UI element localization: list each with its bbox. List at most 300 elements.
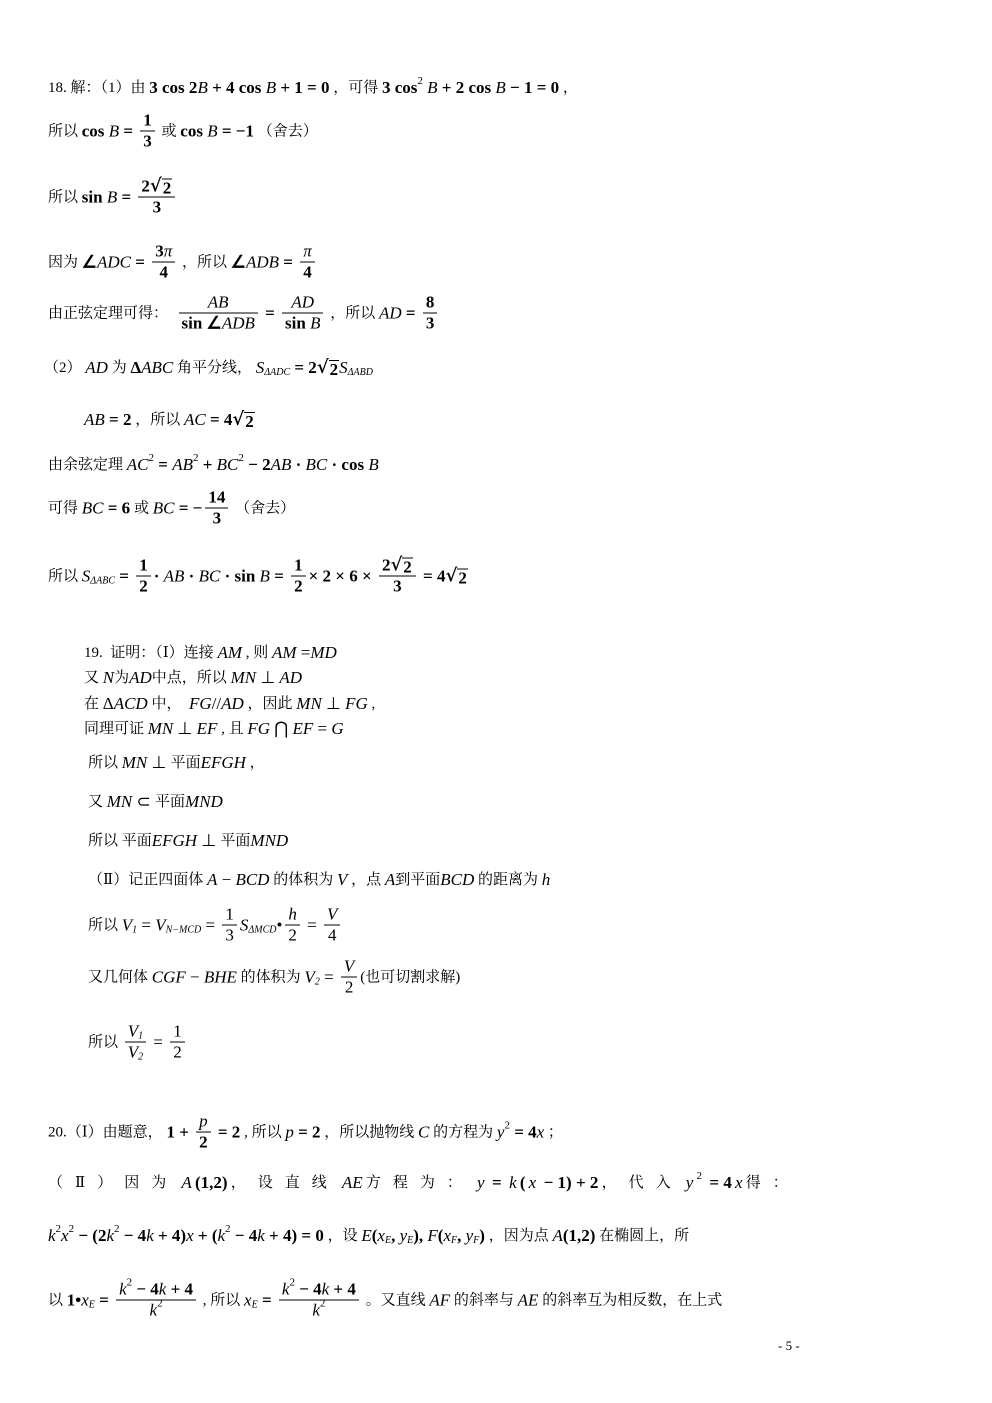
fraction-denominator	[300, 263, 315, 283]
text: 所以	[88, 917, 122, 933]
text: （Ⅱ）因为	[48, 1175, 179, 1191]
math-symbols: ,	[457, 1226, 466, 1245]
fraction-denominator	[138, 198, 175, 218]
math-symbols: + 4	[166, 1279, 194, 1299]
math-variable: MND	[250, 831, 289, 850]
math-symbols: //	[211, 694, 222, 713]
math-symbols: = 6	[103, 498, 131, 517]
math-variable: AD	[379, 303, 402, 322]
subscript: E	[251, 1299, 258, 1310]
subscript: E	[88, 1299, 95, 1310]
fraction	[205, 488, 228, 529]
math-symbols: = 2	[290, 358, 317, 377]
math-variable: k	[48, 1226, 56, 1245]
math-symbols: =	[137, 915, 156, 934]
math-symbols: •	[276, 915, 283, 934]
text: 得：	[745, 1175, 800, 1191]
solution-19-line-8	[88, 870, 550, 890]
math-variable: AD	[221, 694, 244, 713]
solution-18-line-3	[48, 177, 178, 218]
math-symbols: =	[313, 719, 332, 738]
fraction-denominator	[379, 577, 416, 597]
text: 为	[114, 670, 130, 686]
solution-18-line-9	[48, 488, 295, 529]
math-variable: p	[199, 1111, 208, 1131]
math-variable: k	[509, 1173, 517, 1192]
fraction-denominator	[279, 1297, 359, 1321]
square-root	[232, 410, 254, 430]
math-variable: AD	[279, 668, 303, 687]
text: 。又直线	[361, 1292, 430, 1308]
math-symbols: (	[371, 1226, 378, 1245]
math-variable: BCD	[235, 870, 270, 889]
math-variable: k	[281, 1279, 290, 1299]
math-variable: MN	[121, 753, 148, 772]
math-symbols: + 4) = 0	[264, 1226, 324, 1245]
superscript: 2	[192, 452, 199, 464]
math-variable: A	[384, 870, 396, 889]
math-variable: EF	[292, 719, 314, 738]
subscript: E	[384, 1235, 392, 1246]
math-variable: MN	[147, 719, 174, 738]
text: ，可得	[329, 80, 382, 96]
math-variable: π	[303, 241, 312, 261]
subscript: ΔADC	[264, 367, 291, 378]
text: 或	[157, 123, 181, 139]
math-symbols: 1	[225, 904, 234, 924]
math-symbols: ⊥	[256, 668, 280, 687]
fraction-denominator	[116, 1297, 196, 1321]
fraction-numerator	[279, 1276, 359, 1301]
math-variable: CGF	[151, 967, 186, 986]
subscript: F	[451, 1235, 458, 1246]
math-symbols: = 4	[705, 1173, 732, 1192]
square-root	[445, 566, 467, 586]
math-variable: AB	[270, 455, 292, 474]
math-variable: FG	[188, 694, 212, 713]
math-variable: FG	[345, 694, 368, 713]
fraction	[116, 1276, 196, 1321]
text: 的距离为	[474, 872, 542, 888]
text: ，所以	[326, 305, 379, 321]
math-symbols: 1	[139, 555, 148, 575]
math-symbols: cos	[180, 121, 208, 140]
math-variable: G	[331, 719, 344, 738]
math-variable: x	[81, 1290, 89, 1309]
math-symbols: sin ∠	[181, 313, 222, 333]
math-symbols: ∠	[81, 252, 98, 271]
subscript: 2	[138, 1051, 144, 1063]
math-symbols: − 2	[243, 455, 271, 474]
math-variable: MN	[106, 792, 133, 811]
math-variable: h	[541, 870, 551, 889]
text: 同理可证	[84, 721, 148, 737]
math-symbols: =	[279, 252, 298, 271]
fraction	[179, 293, 258, 334]
solution-19-line-2	[84, 668, 302, 688]
math-variable: MD	[310, 643, 337, 662]
math-symbols: ⊥	[321, 694, 346, 713]
solution-19-line-9	[88, 905, 343, 946]
math-symbols: =	[269, 566, 289, 585]
text: 为	[107, 360, 131, 376]
fraction	[125, 1022, 146, 1063]
math-variable: AM	[272, 643, 297, 662]
text: 所以	[88, 1034, 122, 1050]
fraction	[152, 242, 175, 283]
math-symbols: 3	[143, 131, 152, 151]
math-variable: y	[477, 1173, 485, 1192]
math-variable: V	[127, 1021, 139, 1041]
math-variable: B	[207, 121, 218, 140]
math-symbols: =	[302, 915, 322, 934]
page-number: - 5 -	[778, 1338, 800, 1353]
math-variable: ACD	[113, 694, 148, 713]
superscript: 2	[417, 75, 423, 87]
text: 角平分线，	[173, 360, 256, 376]
math-symbols: ,	[391, 1226, 400, 1245]
subscript: 2	[314, 976, 320, 987]
superscript: 2	[68, 1223, 75, 1235]
subscript: 1	[138, 1030, 144, 1042]
math-variable: AM	[217, 643, 242, 662]
math-symbols: 3	[393, 576, 402, 596]
math-variable: V	[343, 956, 355, 976]
math-variable: AB	[84, 410, 105, 429]
math-symbols: − 1 = 0	[505, 78, 560, 97]
solution-20-line-2	[48, 1170, 800, 1193]
superscript: 2	[238, 452, 244, 464]
math-symbols: 3	[225, 925, 234, 945]
math-variable: E	[361, 1226, 372, 1245]
fraction	[279, 1276, 359, 1321]
math-variable: V	[304, 967, 315, 986]
math-variable: ADC	[97, 252, 132, 271]
math-symbols: = 4	[418, 566, 446, 585]
text: 到平面	[395, 872, 441, 888]
text: 或	[130, 500, 153, 516]
subscript: N−MCD	[165, 924, 202, 935]
text: ，因为点	[484, 1228, 553, 1244]
math-variable: V	[327, 904, 338, 924]
math-symbols: + 2 cos	[437, 78, 496, 97]
fraction	[341, 957, 357, 998]
text: ,	[367, 696, 376, 712]
math-variable: ADB	[221, 313, 255, 333]
math-symbols: (1,2)	[562, 1226, 596, 1245]
math-symbols: = −	[174, 498, 203, 517]
math-symbols: ⋂	[270, 719, 293, 738]
text: ，点	[347, 872, 385, 888]
math-variable: AE	[517, 1290, 539, 1309]
text: 所以	[48, 568, 82, 584]
math-symbols: + 1 = 0	[276, 78, 330, 97]
math-variable: BC	[305, 455, 328, 474]
math-variable: AB	[163, 566, 185, 585]
math-symbols: − 1) + 2	[539, 1173, 599, 1192]
text: 方程为：	[365, 1175, 474, 1191]
text: ，所以抛物线	[320, 1124, 419, 1140]
math-variable: MND	[185, 792, 223, 811]
math-variable: AD	[129, 668, 152, 687]
fraction-denominator	[205, 509, 228, 529]
math-symbols: (	[519, 1173, 526, 1192]
fraction	[285, 905, 300, 946]
math-symbols: −	[217, 870, 236, 889]
math-symbols: ·	[153, 566, 164, 585]
math-variable: x	[735, 1173, 743, 1192]
math-variable: x	[186, 1226, 194, 1245]
radical-sign	[232, 410, 244, 430]
text: 平面	[220, 833, 251, 849]
square-root	[150, 177, 172, 197]
math-variable: S	[239, 915, 249, 934]
subscript: ΔABD	[347, 367, 373, 378]
math-symbols: =	[119, 121, 138, 140]
math-variable: C	[418, 1122, 430, 1141]
text: (也可切割求解)	[360, 969, 461, 985]
fraction-denominator	[152, 263, 175, 283]
math-symbols: Δ	[130, 358, 142, 377]
math-variable: MN	[230, 668, 257, 687]
math-symbols: sin	[81, 187, 107, 206]
superscript: 2	[148, 452, 154, 464]
fraction	[300, 242, 315, 283]
math-symbols: + (	[193, 1226, 218, 1245]
solution-18-line-1	[48, 75, 578, 98]
math-symbols: =	[401, 303, 420, 322]
math-variable: y	[685, 1173, 694, 1192]
math-symbols: = 4	[509, 1122, 537, 1141]
math-symbols: 3	[155, 241, 164, 261]
text: 20.（Ⅰ）由题意，	[48, 1124, 167, 1140]
math-symbols: − 4	[132, 1279, 159, 1299]
text: 18. 解：（1）由	[48, 80, 150, 96]
text: （Ⅱ）记正四面体	[88, 872, 207, 888]
fraction	[140, 111, 155, 152]
math-variable: x	[536, 1122, 545, 1141]
math-symbols: =	[115, 566, 134, 585]
math-symbols: 1 +	[166, 1122, 194, 1141]
math-variable: A	[181, 1173, 192, 1192]
math-symbols: ·	[184, 566, 199, 585]
fraction	[196, 1112, 211, 1153]
math-variable: B	[265, 78, 277, 97]
fraction-denominator	[423, 314, 438, 334]
superscript: 2	[55, 1223, 62, 1235]
fraction-numerator	[379, 556, 416, 577]
math-variable: ABC	[141, 358, 174, 377]
math-variable: S	[81, 566, 91, 585]
math-symbols: 8	[425, 292, 435, 312]
text: 19. 证明：（Ⅰ）连接	[84, 645, 218, 661]
solution-19-line-7	[88, 831, 288, 851]
fraction	[379, 556, 416, 597]
text: 可得	[48, 500, 82, 516]
math-symbols: 1	[173, 1021, 182, 1041]
fraction-numerator	[205, 488, 228, 509]
fraction-numerator	[291, 556, 306, 577]
fraction	[291, 556, 306, 597]
text: 的体积为	[269, 872, 337, 888]
fraction	[324, 905, 340, 946]
subscript: F	[473, 1235, 480, 1246]
math-symbols: =	[201, 915, 220, 934]
solution-20-line-3	[48, 1223, 690, 1246]
math-symbols: =	[117, 187, 136, 206]
fraction-denominator	[324, 926, 340, 946]
math-variable: B	[495, 78, 506, 97]
fraction-numerator	[179, 293, 258, 314]
radicand: 2	[329, 360, 339, 379]
math-variable: AB	[172, 455, 193, 474]
superscript: 2	[225, 1223, 231, 1235]
fraction	[222, 905, 237, 946]
text: 所以	[48, 189, 82, 205]
math-variable: B	[310, 313, 321, 333]
math-variable: A	[552, 1226, 563, 1245]
math-symbols: 14	[208, 487, 226, 507]
math-symbols: ⊂	[132, 792, 156, 811]
radicand: 2	[403, 557, 412, 577]
text: 在	[84, 696, 103, 712]
math-variable: k	[312, 1300, 320, 1320]
solution-18-line-7	[84, 410, 255, 430]
math-variable: B	[106, 187, 118, 206]
math-variable: BC	[216, 455, 239, 474]
math-symbols: (1,2)	[194, 1173, 228, 1192]
superscript: 2	[696, 1170, 702, 1182]
math-symbols: =	[260, 303, 280, 322]
solution-18-line-5	[48, 293, 440, 334]
math-variable: B	[108, 121, 120, 140]
math-variable: F	[427, 1226, 438, 1245]
math-variable: EF	[196, 719, 218, 738]
math-variable: BCD	[440, 870, 475, 889]
math-symbols: + 4)	[153, 1226, 187, 1245]
math-symbols: ),	[413, 1226, 428, 1245]
math-variable: x	[528, 1173, 537, 1192]
superscript: 2	[114, 1223, 120, 1235]
solution-18-line-2	[48, 111, 318, 152]
superscript: 2	[289, 1276, 295, 1289]
math-symbols: =	[487, 1173, 506, 1192]
text: ，设直线	[230, 1175, 339, 1191]
radicand: 2	[458, 568, 467, 587]
fraction-numerator	[170, 1022, 185, 1043]
math-variable: EFGH	[200, 753, 246, 772]
math-symbols: 2	[173, 1042, 182, 1062]
math-symbols: 2	[344, 977, 354, 997]
math-symbols: 3	[152, 197, 162, 217]
text: 由余弦定理	[48, 457, 127, 473]
text: ，所以	[178, 254, 231, 270]
text: 在椭圆上，所	[595, 1228, 690, 1244]
text: 平面	[155, 794, 186, 810]
math-symbols: =	[149, 1032, 168, 1051]
fraction-numerator	[125, 1022, 146, 1043]
math-variable: BC	[198, 566, 221, 585]
math-symbols: +	[198, 455, 217, 474]
math-symbols: ⊥	[173, 719, 197, 738]
fraction-numerator	[138, 177, 175, 198]
math-variable: k	[257, 1226, 265, 1245]
superscript: 2	[319, 1297, 326, 1310]
math-symbols: 4	[159, 262, 168, 282]
math-variable: x	[61, 1226, 69, 1245]
fraction-numerator	[285, 905, 300, 926]
solution-20-line-4	[48, 1276, 723, 1321]
math-variable: π	[163, 241, 173, 261]
text: , 则	[241, 645, 272, 661]
fraction-denominator	[179, 314, 258, 334]
math-symbols: 4	[303, 262, 312, 282]
text: 因为	[48, 254, 82, 270]
text: 的体积为	[236, 969, 305, 985]
math-symbols: =	[94, 1290, 114, 1309]
math-symbols: −	[185, 967, 204, 986]
text: 的方程为	[429, 1124, 497, 1140]
fraction-denominator	[291, 577, 306, 597]
math-variable: V	[155, 915, 166, 934]
text: 的斜率互为相反数，在上式	[538, 1292, 723, 1308]
text: 所以	[48, 123, 82, 139]
math-symbols: + 4	[329, 1279, 356, 1299]
math-variable: V	[336, 870, 348, 889]
math-symbols: + 4 cos	[207, 78, 266, 97]
math-variable: AB	[207, 292, 229, 312]
radical-sign	[150, 177, 162, 197]
math-symbols: sin	[285, 313, 311, 333]
math-variable: AF	[429, 1290, 451, 1309]
solution-19-line-4	[84, 719, 344, 739]
math-variable: BC	[81, 498, 104, 517]
superscript: 2	[157, 1297, 163, 1310]
text: 中，	[147, 696, 189, 712]
text: ，	[559, 80, 578, 96]
math-symbols: · sin	[220, 566, 260, 585]
math-symbols: = 2	[293, 1122, 321, 1141]
subscript: 1	[132, 924, 138, 935]
math-variable: x	[244, 1290, 252, 1309]
fraction-numerator	[222, 905, 237, 926]
radicand: 2	[245, 412, 254, 431]
math-variable: B	[197, 78, 208, 97]
math-variable: k	[119, 1279, 127, 1299]
fraction	[170, 1022, 185, 1063]
solution-19-line-1	[84, 643, 337, 663]
solution-18-line-4	[48, 242, 318, 283]
text: 所以 平面	[88, 833, 152, 849]
math-variable: x	[377, 1226, 385, 1245]
math-variable: B	[422, 78, 438, 97]
text: 由正弦定理可得：	[48, 305, 176, 321]
text: , 所以	[240, 1124, 286, 1140]
math-symbols: 3 cos 2	[149, 78, 198, 97]
math-variable: y	[496, 1122, 505, 1141]
math-variable: A	[206, 870, 218, 889]
math-variable: k	[149, 1300, 158, 1320]
math-variable: y	[465, 1226, 474, 1245]
fraction-numerator	[300, 242, 315, 263]
solution-18-line-10	[48, 556, 468, 597]
math-symbols: 3	[212, 508, 222, 528]
solution-19-line-3	[84, 694, 375, 714]
text: ，代入	[601, 1175, 683, 1191]
math-symbols: =	[131, 252, 150, 271]
radical-sign	[445, 566, 457, 586]
math-variable: S	[255, 358, 265, 377]
